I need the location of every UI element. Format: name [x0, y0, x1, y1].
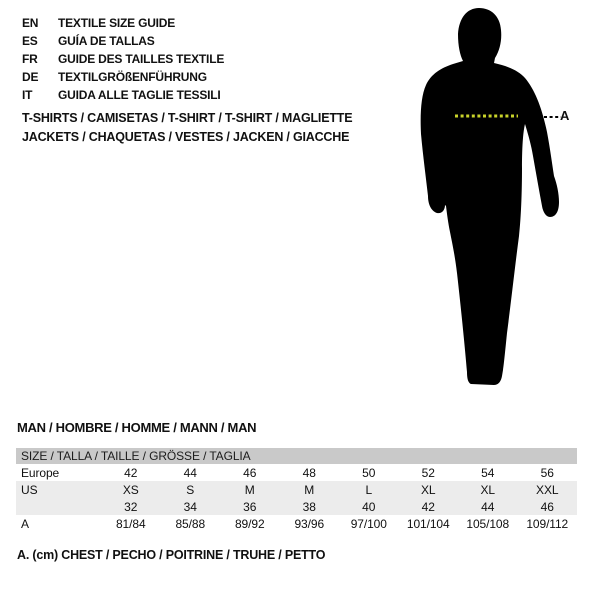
table-cell: 81/84: [115, 516, 146, 531]
table-row-europe: [16, 464, 577, 481]
table-cell: 40: [362, 499, 376, 514]
table-cell: 97/100: [350, 516, 387, 531]
table-row-numeric: [16, 498, 577, 515]
table-cell: 101/104: [406, 516, 450, 531]
table-row-chest-a: [16, 515, 577, 532]
table-cell: M: [304, 482, 315, 497]
category-line-jackets: JACKETS / CHAQUETAS / VESTES / JACKEN / GIACCHE: [22, 129, 350, 144]
table-cell: 93/96: [294, 516, 325, 531]
language-row: [22, 86, 224, 104]
table-cell: 44: [183, 465, 197, 480]
row-label: Europe: [21, 465, 60, 480]
language-code: IT: [22, 88, 33, 102]
language-code: DE: [22, 70, 39, 84]
table-cell: 46: [243, 465, 257, 480]
table-cell: 56: [540, 465, 554, 480]
table-cell: 48: [302, 465, 316, 480]
language-label: GUIDE DES TAILLES TEXTILE: [58, 52, 225, 66]
table-cell: 32: [124, 499, 138, 514]
table-row-us: [16, 481, 577, 498]
man-silhouette-shape: [421, 8, 559, 385]
language-code: EN: [22, 16, 39, 30]
table-cell: 42: [124, 465, 138, 480]
table-cell: 89/92: [234, 516, 265, 531]
language-code: ES: [22, 34, 38, 48]
category-line-tshirts: T-SHIRTS / CAMISETAS / T-SHIRT / T-SHIRT / MAGLIETTE: [22, 111, 353, 125]
language-row: [22, 50, 224, 68]
table-cell: L: [365, 482, 373, 497]
man-silhouette-figure: [415, 8, 565, 388]
language-code: FR: [22, 52, 38, 66]
table-cell: 105/108: [466, 516, 510, 531]
measure-a-label: A: [560, 108, 570, 123]
table-cell: 109/112: [526, 516, 569, 531]
table-cell: XS: [122, 482, 139, 497]
table-cell: XXL: [536, 482, 559, 497]
table-cell: XL: [480, 482, 495, 497]
table-cell: 54: [481, 465, 495, 480]
table-cell: XL: [421, 482, 436, 497]
size-table: [16, 448, 577, 532]
size-table-header: SIZE / TALLA / TAILLE / GRÖSSE / TAGLIA: [16, 448, 577, 464]
table-cell: 85/88: [175, 516, 206, 531]
table-cell: S: [186, 482, 195, 497]
language-list: [22, 14, 224, 104]
language-label: TEXTILGRÖßENFÜHRUNG: [58, 70, 207, 84]
row-label: A: [21, 516, 29, 531]
language-label: GUÍA DE TALLAS: [58, 34, 155, 48]
table-cell: M: [244, 482, 255, 497]
table-cell: 38: [302, 499, 316, 514]
table-cell: 44: [481, 499, 495, 514]
language-row: [22, 14, 224, 32]
section-title-man: MAN / HOMBRE / HOMME / MANN / MAN: [17, 420, 257, 435]
table-cell: 52: [421, 465, 435, 480]
language-row: [22, 68, 224, 86]
category-lines: [22, 109, 352, 146]
table-cell: 34: [183, 499, 197, 514]
language-row: [22, 32, 224, 50]
table-cell: 42: [421, 499, 435, 514]
table-cell: 36: [243, 499, 257, 514]
table-cell: 46: [540, 499, 554, 514]
language-label: TEXTILE SIZE GUIDE: [58, 16, 176, 30]
measurement-footnote: A. (cm) CHEST / PECHO / POITRINE / TRUHE / PETTO: [17, 548, 326, 562]
table-cell: 50: [362, 465, 376, 480]
row-label: US: [21, 482, 38, 497]
language-label: GUIDA ALLE TAGLIE TESSILI: [58, 88, 221, 102]
